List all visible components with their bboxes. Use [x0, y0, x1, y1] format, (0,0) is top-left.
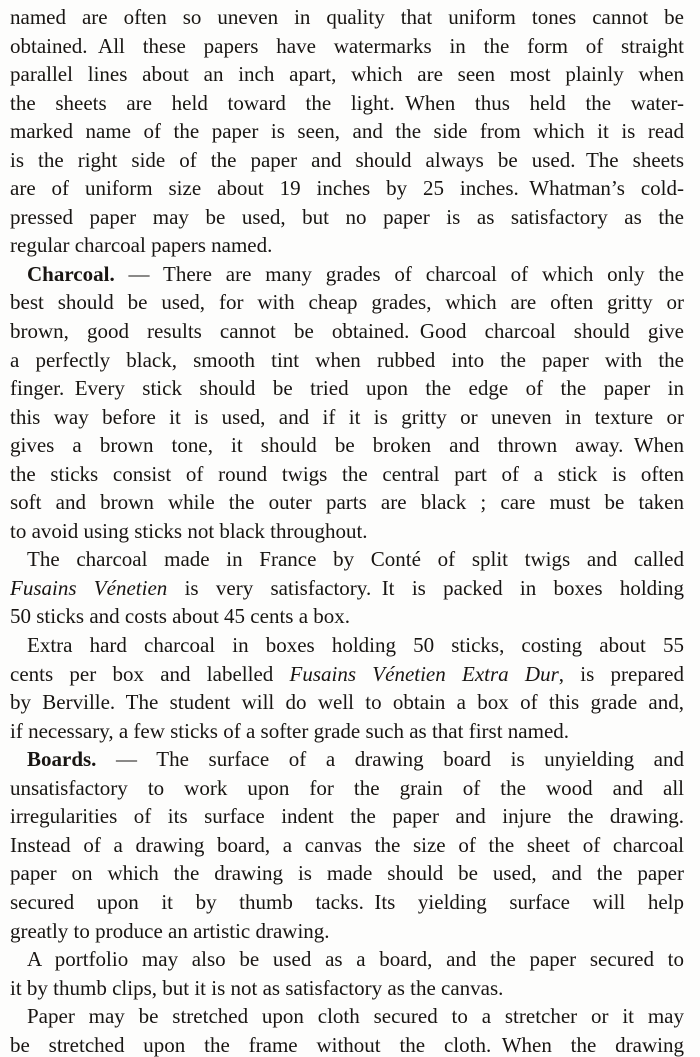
- text-line-31: [10, 859, 684, 888]
- text-run: a perfectly black, smooth tint when rubbed into the paper with the: [10, 347, 684, 372]
- text-run: , is prepared: [558, 661, 684, 686]
- text-run: obtained. All these papers have watermarks in the form of straight: [10, 33, 684, 58]
- text-line-28: [10, 774, 684, 803]
- text-run: regular charcoal papers named.: [10, 233, 273, 258]
- text-line-26: [10, 717, 684, 746]
- text-run: the sticks consist of round twigs the central part of a stick is often: [10, 461, 684, 486]
- text-run: 50 sticks and costs about 45 cents a box.: [10, 604, 351, 629]
- text-line-5: [10, 117, 684, 146]
- text-line-25: [10, 688, 684, 717]
- text-run: by Berville. The student will do well to obtain a box of this grade and,: [10, 690, 684, 715]
- text-run: soft and brown while the outer parts are black ; care must be taken: [10, 490, 684, 515]
- text-line-37: [10, 1031, 684, 1057]
- text-run: it by thumb clips, but it is not as satisfactory as the canvas.: [10, 975, 504, 1000]
- text-line-34: [10, 945, 684, 974]
- text-line-13: [10, 346, 684, 375]
- text-line-29: [10, 802, 684, 831]
- text-run: be stretched upon the frame without the cloth. When the drawing: [10, 1032, 684, 1057]
- text-line-33: [10, 917, 684, 946]
- text-line-10: [10, 260, 684, 289]
- text-line-27: [10, 745, 684, 774]
- text-line-17: [10, 460, 684, 489]
- text-line-18: [10, 488, 684, 517]
- text-run: marked name of the paper is seen, and the side from which it is read: [10, 119, 684, 144]
- text-line-19: [10, 517, 684, 546]
- text-line-6: [10, 146, 684, 175]
- text-line-15: [10, 403, 684, 432]
- text-line-14: [10, 374, 684, 403]
- text-line-23: [10, 631, 684, 660]
- text-line-36: [10, 1002, 684, 1031]
- text-run: named are often so uneven in quality that uniform tones cannot be: [10, 5, 684, 29]
- text-line-22: [10, 602, 684, 631]
- italic-run: Fusains Vénetien: [10, 575, 168, 600]
- text-run: greatly to produce an artistic drawing.: [10, 918, 330, 943]
- bold-run: Boards.: [27, 747, 97, 772]
- text-run: is the right side of the paper and should always be used. The sheets: [10, 147, 684, 172]
- text-line-3: [10, 60, 684, 89]
- bold-run: Charcoal.: [27, 261, 115, 286]
- text-run: are of uniform size about 19 inches by 25 inches. Whatman’s cold-: [10, 176, 684, 201]
- text-run: if necessary, a few sticks of a softer grade such as that first named.: [10, 718, 570, 743]
- text-line-1: [10, 3, 684, 32]
- text-run: paper on which the drawing is made should be used, and the paper: [10, 861, 684, 886]
- text-run: finger. Every stick should be tried upon the edge of the paper in: [10, 376, 684, 401]
- text-run: is very satisfactory. It is packed in boxes holding: [167, 575, 684, 600]
- text-line-24: [10, 660, 684, 689]
- text-line-30: [10, 831, 684, 860]
- text-run: parallel lines about an inch apart, which are seen most plainly when: [10, 62, 684, 87]
- text-run: Extra hard charcoal in boxes holding 50 sticks, costing about 55: [27, 633, 684, 658]
- text-line-12: [10, 317, 684, 346]
- text-line-21: [10, 574, 684, 603]
- text-run: pressed paper may be used, but no paper is as satisfactory as the: [10, 204, 684, 229]
- text-run: unsatisfactory to work upon for the grain of the wood and all: [10, 775, 684, 800]
- text-line-16: [10, 431, 684, 460]
- text-line-2: [10, 32, 684, 61]
- text-line-32: [10, 888, 684, 917]
- text-line-9: [10, 231, 684, 260]
- text-run: — There are many grades of charcoal of which only the: [114, 261, 684, 286]
- text-run: The charcoal made in France by Conté of split twigs and called: [27, 547, 684, 572]
- text-line-4: [10, 89, 684, 118]
- text-run: Instead of a drawing board, a canvas the size of the sheet of charcoal: [10, 832, 684, 857]
- text-line-8: [10, 203, 684, 232]
- text-run: best should be used, for with cheap grades, which are often gritty or: [10, 290, 684, 315]
- text-run: brown, good results cannot be obtained. Good charcoal should give: [10, 319, 684, 344]
- text-run: irregularities of its surface indent the paper and injure the drawing.: [10, 804, 684, 829]
- text-line-20: [10, 545, 684, 574]
- text-line-11: [10, 288, 684, 317]
- text-run: cents per box and labelled: [10, 661, 290, 686]
- text-run: secured upon it by thumb tacks. Its yielding surface will help: [10, 889, 684, 914]
- text-run: — The surface of a drawing board is unyielding and: [96, 747, 684, 772]
- text-line-7: [10, 174, 684, 203]
- text-line-35: [10, 974, 684, 1003]
- text-run: A portfolio may also be used as a board, and the paper secured to: [27, 947, 684, 972]
- italic-run: Fusains Vénetien Extra Dur: [289, 661, 559, 686]
- text-run: this way before it is used, and if it is gritty or uneven in texture or: [10, 404, 684, 429]
- text-run: gives a brown tone, it should be broken and thrown away. When: [10, 433, 684, 458]
- text-run: to avoid using sticks not black throughout.: [10, 518, 368, 543]
- text-run: the sheets are held toward the light. When thus held the water-: [10, 90, 684, 115]
- text-run: Paper may be stretched upon cloth secured to a stretcher or it may: [27, 1004, 684, 1029]
